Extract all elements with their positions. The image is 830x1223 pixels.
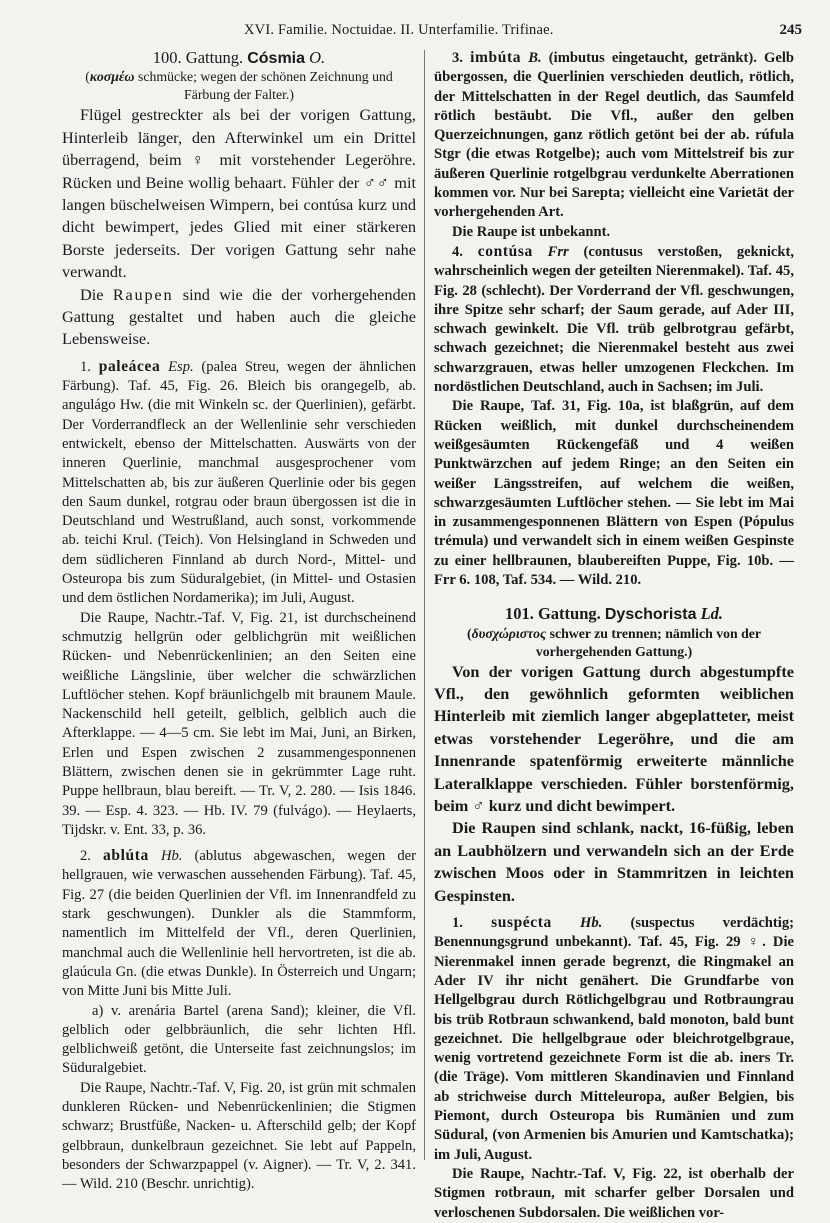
species-name: imbúta: [470, 49, 522, 66]
etymology-line1: schwer zu trennen; nämlich von der: [549, 625, 762, 641]
genus-etymology: (δυσχώριστος schwer zu trennen; nämlich von der vorhergehenden Gattung.): [466, 625, 762, 659]
species-number: 3.: [452, 50, 463, 66]
raupen-description: [62, 284, 416, 351]
species-author: Hb.: [580, 915, 603, 932]
genus-heading-dyschorista: [434, 604, 794, 624]
genus-etymology: (κοσμέω schmücke; wegen der schönen Zeichnung und Färbung der Falter.): [85, 69, 393, 103]
column-divider: [424, 50, 425, 1160]
species-author: Hb.: [160, 848, 183, 865]
running-head: XVI. Familie. Noctuidae. II. Unterfamilie. Trifinae.: [244, 22, 554, 38]
species-number: 1.: [452, 915, 463, 932]
species-name: paleácea: [98, 357, 161, 375]
right-column: [434, 48, 795, 1221]
species-contusa: [434, 242, 794, 397]
species-text: (contusus verstoßen, geknickt, wahrscheinlich wegen der geteilten Nierenmakel). Taf. 45, Fig. 28 (schlecht). Der Vorderrand der Vfl. geschwungen, ihre Spitze sehr scharf; der Saum gerade, auf Ader III, schwach gewinkelt. Die Vfl. trüb gelbrotgrau gefärbt, schwach gezeichnet; die Nierenmakel besteht aus zwei schwarzgrauen, etwas heller umzogenen Fleckchen. Im nordöstlichen Deutschland, auch in Sachsen; im Juli.: [434, 243, 794, 396]
larva-contusa: Die Raupe, Taf. 31, Fig. 10a, ist blaßgrün, auf dem Rücken weißlich, mit dunkel durchscheinendem weißgesäumten Rückengefäß und 4 weißen Punktwärzchen auf jedem Ringe; an den Seiten ein weißer Längsstreifen, auf welchem die weißen, schwarzgesäumten Luftlöcher stehen. — Sie lebt im Mai in zusammengesponnenen Blättern von Espen (Pópulus trémula) und verwandelt sich in einem weißen Gespinste zu einer hellbraunen, blaubereiften Puppe, Fig. 10b. — Frr 6. 108, Taf. 534. — Wild. 210.: [434, 398, 794, 589]
larva-imbuta: Die Raupe ist unbekannt.: [452, 223, 611, 240]
genus-name: Cósmia: [247, 50, 306, 67]
species-author: Frr: [547, 243, 569, 260]
genus-description: Von der vorigen Gattung durch abgestumpfte Vfl., den gewöhnlich geformten weiblichen Hinterleib mit ziemlich langer abgeplatteter, meist etwas vorstehender Legeröhre, und die am Innenrande spatenförmig erweiterte männliche Lateralklappe verschieden. Fühler borstenförmig, beim ♂ kurz und dicht bewimpert.: [434, 661, 794, 816]
species-text: (ablutus abgewaschen, wegen der hellgrauen, wie verwaschen aussehenden Färbung). Taf. 45, Fig. 27 (die beiden Querlinien der Vfl. im Innenrandfeld zu stark geschwungen). Dunkler als die Stammform, namentlich im Mittelfeld der Vfl., deren Querlinien, manchmal auch die Wellenlinie hell hervortreten, ist die ab. glaúcula Gn. (die etwas Dunkle). In Österreich und Ungarn; von Mitte Juni bis Mitte Juli.: [62, 848, 416, 1000]
genus-name: Dyschorista: [604, 606, 697, 624]
genus-prefix: 101. Gattung.: [504, 604, 601, 624]
species-author: Esp.: [168, 358, 194, 375]
etymology-line2: vorhergehenden Gattung.): [535, 643, 693, 659]
raupen-lead: Die: [80, 284, 113, 304]
species-number: 1.: [80, 358, 91, 375]
page-number: 245: [779, 22, 802, 38]
species-number: 4.: [452, 243, 463, 260]
species-abluta: [62, 846, 416, 1001]
genus-author: Ld.: [700, 604, 724, 624]
species-name: contúsa: [477, 242, 533, 260]
etymology-line2: Färbung der Falter.): [184, 87, 294, 103]
species-author: B.: [528, 50, 542, 66]
etymology-line1: schmücke; wegen der schönen Zeichnung und: [137, 69, 393, 85]
species-text: (suspectus verdächtig; Benennungsgrund unbekannt). Taf. 45, Fig. 29 ♀. Die Nierenmakel innen gerade begrenzt, die Ringmakel an Ader IV ihr nicht genähert. Die Grundfarbe von Hellgelbgrau durch Rötlichgelbgrau und Rotbraungrau bis trüb Rotbraun schwankend, bald monoton, bald bunt gezeichnet. Die hellgelbgraue oder bleichrotgelbgraue, wenig vortretend gezeichnete Form ist die ab. iners Tr. (die Träge). Vom mittleren Skandinavien und Finnland ab strichweise durch Mitteleuropa, außer Belgien, bis Piemont, durch Osteuropa bis Rumänien und zum Südural, (von Armenien bis Amurien und Kamtschatka); im Juli, August.: [434, 915, 794, 1163]
genus-prefix: 100. Gattung.: [152, 48, 244, 67]
larva-paleacea: Die Raupe, Nachtr.-Taf. V, Fig. 21, ist durchscheinend schmutzig hellgrün oder gelblichgrün mit weißlichen Rücken- und Nebenrückenlinien; an den Seiten eine weißliche Längslinie, über welcher die schwärzlichen Luftlöcher stehen. Kopf bräunlichgelb mit braunem Maule. Nackenschild hell geteilt, gelblich, gelblich auch die Afterklappe. — 4—5 cm. Sie lebt im Mai, Juni, an Birken, Erlen und Espen zwischen 2 zusammengesponnenen Blättern, zwischen denen sie in gekrümmter Lage ruht. Puppe hellbraun, blau bereift. — Tr. V, 2. 280. — Isis 1846. 39. — Esp. 4. 323. — Hb. IV. 79 (fulvágo). — Heylaerts, Tijdskr. v. Ent. 33, p. 36.: [62, 609, 416, 838]
species-paleacea: [62, 357, 416, 609]
species-text: (palea Streu, wegen der ähnlichen Färbung). Taf. 45, Fig. 26. Bleich bis orangegelb, ab. angulágo Hw. (die mit Winkeln sc. der Querlinien), gefärbt. Der Vorderrandfleck an der Wellenlinie sehr verschieden entwickelt, ebenso der Mittelschatten. Auswärts von der inneren Querlinie, manchmal ausgesprochener vom Mittelschatten ab, bis zur äußeren Querlinie oder bis gegen den Saum dunkel, rotgrau oder braun übergossen ist die in Deutschland und Westrußland, auch sonst, vorkommende ab. teichi Krul. (Teich). Von Helsingland in Schweden und dem südlicheren Finnland ab durch Nord-, Mittel- und Osteuropa bis zum Süduralgebiet, (in Mittel- und Ostasien und dem östlichen Nordamerika); im Juli, August.: [62, 358, 416, 607]
species-imbuta: [434, 48, 794, 223]
genus-heading-cosmia: [62, 48, 416, 68]
raupen-spaced: Raupen: [112, 284, 174, 304]
species-suspecta: [434, 913, 794, 1165]
species-name: ablúta: [103, 847, 149, 865]
genus-description: Flügel gestreckter als bei der vorigen Gattung, Hinterleib länger, den Afterwinkel um ein Drittel überragend, beim ♀ mit vorstehender Legeröhre. Rücken und Beine wollig behaart. Fühler der ♂♂ mit langen büschelweisen Wimpern, bei contúsa kurz und dicht bewimpert, jedes Glied mit einer stärkeren Borste jederseits. Der vorigen Gattung sehr nahe verwandt.: [62, 105, 416, 282]
page-header: [22, 22, 810, 42]
species-number: 2.: [80, 848, 91, 865]
raupen-rest: sind wie die der vorhergehenden Gattung gestaltet und haben auch die gleiche Lebensweise.: [62, 284, 417, 349]
genus-author: O.: [309, 48, 326, 67]
greek-word: κοσμέω: [89, 69, 135, 85]
species-name: suspécta: [491, 914, 552, 932]
greek-word: δυσχώριστος: [471, 625, 547, 641]
left-column: [62, 48, 417, 1193]
species-text: (imbutus eingetaucht, getränkt). Gelb übergossen, die Querlinien verschieden deutlich, rötlich, der Mittelschatten in der Regel deutlich, das Saumfeld rötlich bestäubt. Die Vfl., außer den gelben Querzeichnungen, ganz rötlich getönt bei der ab. rúfula Stgr (die etwas Rotgelbe); auch vom Mittelstreif bis zur äußeren Querlinie rotgelbgrau verdunkelte Aberrationen kommen vor. Nur bei Sarepta; vielleicht eine Varietät der vorhergehenden Art.: [434, 50, 795, 221]
larva-abluta: Die Raupe, Nachtr.-Taf. V, Fig. 20, ist grün mit schmalen dunkleren Rücken- und Nebenrückenlinien; die Stigmen schwarz; Brustfüße, Nacken- u. Afterschild gelb; der Kopf gelbbraun, dunkelbraun gezeichnet. Sie lebt auf Pappeln, besonders der Schwarzpappel (v. Aigner). — Tr. V, 2. 341. — Wild. 210 (Beschr. unrichtig).: [62, 1079, 416, 1193]
variety-arenaria: a) v. arenária Bartel (arena Sand); kleiner, die Vfl. gelblich oder gelbbräunlich, die sehr lichten Hfl. gelblichweiß getönt, die Unterseite fast zeichnungslos; im Süduralgebiet.: [62, 1002, 416, 1077]
raupen-description: Die Raupen sind schlank, nackt, 16-füßig, leben an Laubhölzern und verwandeln sich an der Erde zwischen Moos oder in Stammritzen in leichten Gespinsten.: [434, 818, 794, 905]
larva-suspecta: Die Raupe, Nachtr.-Taf. V, Fig. 22, ist oberhalb der Stigmen rotbraun, mit scharfer gelber Dorsalen und verloschenen Subdorsalen. Die weißlichen vor-: [434, 1165, 794, 1221]
